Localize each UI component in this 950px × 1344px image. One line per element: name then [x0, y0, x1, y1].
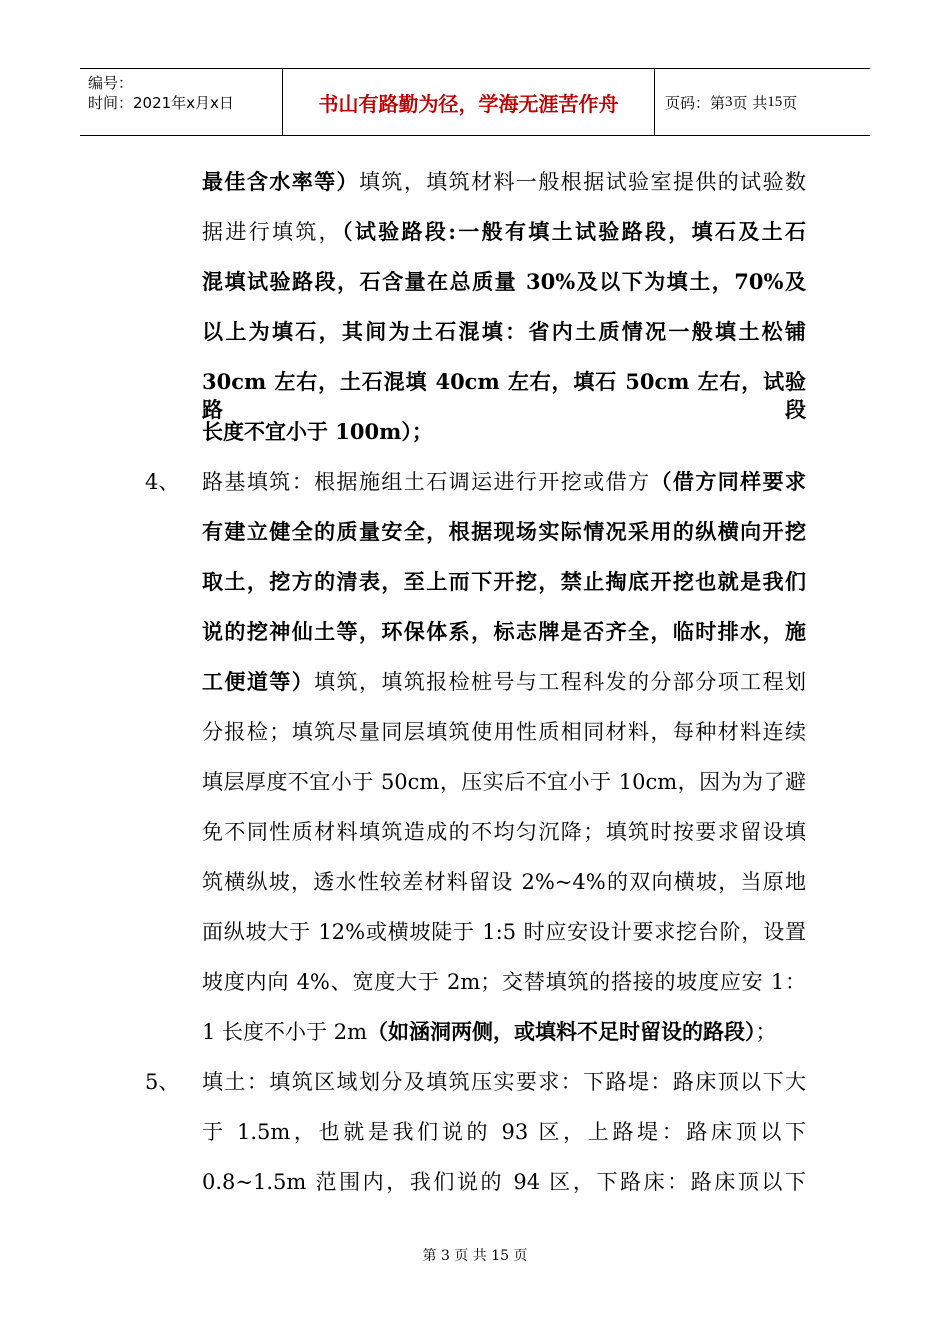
bold-text: 30cm 左右，土石混填 40cm 左右，填石 50cm 左右，试验路段: [202, 369, 806, 422]
page-footer: [0, 1245, 950, 1265]
text-line: [202, 468, 806, 496]
text-line: [202, 718, 806, 746]
body-text: 分报检；填筑尽量同层填筑使用性质相同材料，每种材料连续: [202, 720, 806, 744]
bold-text: 最佳含水率等）: [202, 169, 359, 194]
text-line: [202, 668, 806, 696]
text-line: [202, 368, 806, 424]
body-text: ；: [755, 1020, 777, 1044]
header-meta: [80, 69, 283, 135]
header-page-info: [655, 69, 870, 135]
document-code-label: 编号：: [88, 74, 134, 92]
body-text: 0.8~1.5m 范围内，我们说的 94 区，下路床：路床顶以下: [202, 1170, 806, 1194]
page-header: [80, 68, 870, 136]
bold-text: 长度不宜小于 100m）；: [202, 419, 433, 444]
text-line: [202, 1168, 806, 1196]
body-text: 免不同性质材料填筑造成的不均匀沉降；填筑时按要求留设填: [202, 820, 806, 844]
text-line: [202, 168, 806, 196]
bold-text: 取土，挖方的清表，至上而下开挖，禁止掏底开挖也就是我们: [202, 569, 806, 594]
bold-text: 工便道等）: [202, 669, 315, 694]
page-number: 3: [725, 93, 733, 110]
body-text: 据进行填筑，: [202, 220, 343, 244]
footer-label-suffix: 页: [513, 1248, 528, 1264]
page-label-middle: 页 共: [732, 93, 768, 112]
body-text: 1 长度不小于 2m: [202, 1020, 367, 1044]
page-total: 15: [767, 93, 783, 110]
body-text: 填筑，填筑报检桩号与工程科发的分部分项工程划: [314, 670, 807, 694]
bold-text: 说的挖神仙土等，环保体系，标志牌是否齐全，临时排水，施: [202, 619, 806, 644]
text-line: [202, 418, 806, 446]
text-line: [202, 918, 806, 946]
body-text: 于 1.5m，也就是我们说的 93 区，上路堤：路床顶以下: [202, 1120, 806, 1144]
bold-text: 混填试验路段，石含量在总质量 30%及以下为填土，70%及: [202, 269, 806, 294]
footer-label-prefix: 第: [422, 1248, 437, 1264]
body-text: 填土：填筑区域划分及填筑压实要求：下路堤：路床顶以下大: [202, 1070, 806, 1094]
text-line: [202, 268, 806, 296]
text-line: [202, 518, 806, 546]
bold-text: 有建立健全的质量安全，根据现场实际情况采用的纵横向开挖: [202, 519, 806, 544]
bold-text: 以上为填石，其间为土石混填：省内土质情况一般填土松铺: [202, 319, 806, 344]
body-text: 筑横纵坡，透水性较差材料留设 2%~4%的双向横坡，当原地: [202, 870, 806, 894]
item-4-number: 4、: [145, 470, 180, 494]
body-text: 填层厚度不宜小于 50cm，压实后不宜小于 10cm，因为为了避: [202, 770, 806, 794]
footer-page-total: 15: [491, 1248, 510, 1264]
text-line: [202, 618, 806, 646]
text-line: [202, 768, 806, 796]
text-line: [202, 1068, 806, 1096]
text-line: [202, 1118, 806, 1146]
text-line: [202, 568, 806, 596]
footer-page-number: 3: [440, 1248, 450, 1264]
document-date: 时间：2021年x月x日: [88, 94, 234, 112]
bold-text: （借方同样要求: [650, 469, 807, 494]
text-line: [202, 218, 806, 246]
body-text: 面纵坡大于 12%或横坡陡于 1:5 时应安设计要求挖台阶，设置: [202, 920, 806, 944]
body-text: 填筑，填筑材料一般根据试验室提供的试验数: [358, 170, 807, 194]
text-line: [202, 1018, 806, 1046]
text-line: [202, 818, 806, 846]
text-line: [202, 868, 806, 896]
page-label-suffix: 页: [782, 93, 798, 112]
header-motto: 书山有路勤为径，学海无涯苦作舟: [283, 69, 655, 135]
body-text: 坡度内向 4%、宽度大于 2m；交替填筑的搭接的坡度应安 1：: [202, 970, 806, 994]
body-text: 路基填筑：根据施组土石调运进行开挖或借方: [202, 470, 651, 494]
bold-text: （试验路段:一般有填土试验路段，填石及土石: [342, 219, 806, 244]
footer-label-middle: 页 共: [454, 1248, 487, 1264]
item-5-number: 5、: [145, 1070, 180, 1094]
page-label-prefix: 页码：第: [665, 93, 726, 112]
text-line: [202, 968, 806, 996]
text-line: [202, 318, 806, 346]
bold-text: （如涵洞两侧，或填料不足时留设的路段）: [367, 1019, 756, 1044]
